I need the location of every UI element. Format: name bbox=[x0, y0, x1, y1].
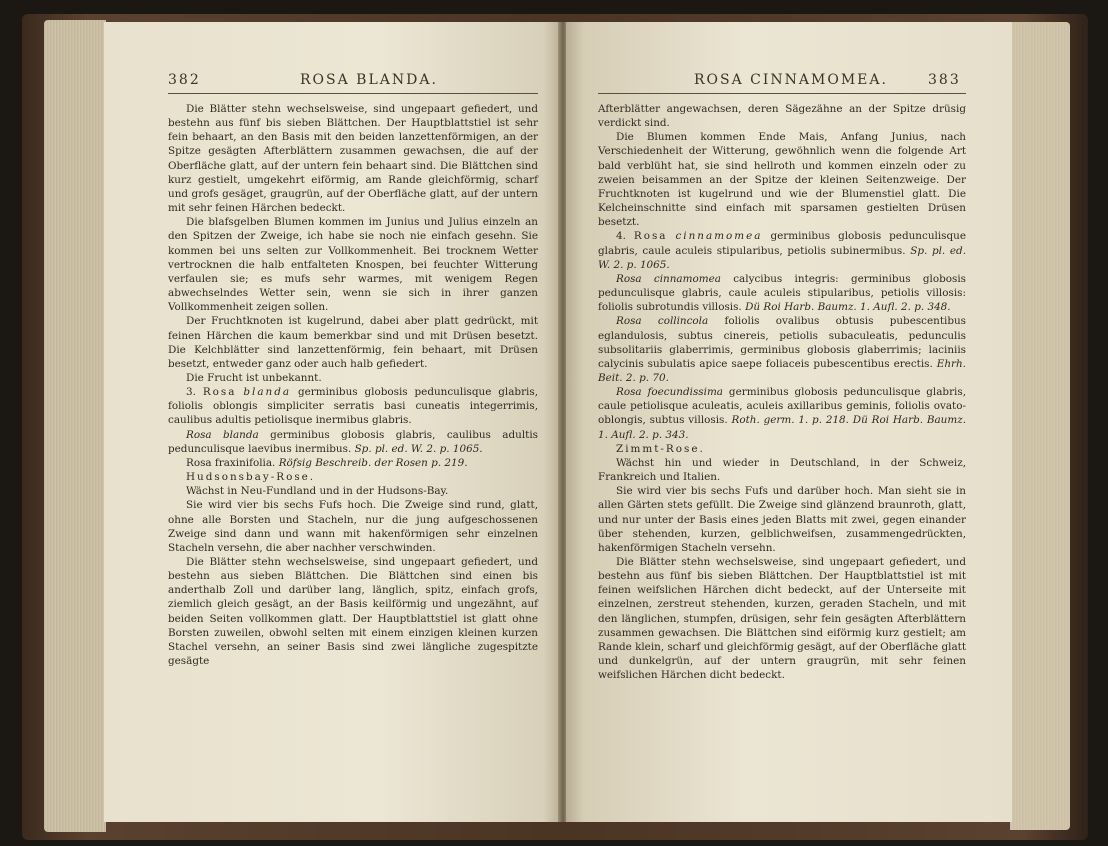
paragraph: Die blafsgelben Blumen kommen im Junius und Julius einzeln an den Spitzen der Zweige, ich habe sie noch nie einfach gesehn. Sie kommen bei uns selten zur Vollkommenheit. Bei trocknem Wetter vertrocknen die halb entfalteten Knospen, bei feuchter Witterung verfaulen sie; es mufs sehr warmes, mit wenigem Regen abwechselndes Wetter sein, wenn sie sich in ihrer ganzen Vollkommenheit zeigen sollen. bbox=[168, 216, 538, 314]
common-name: Zimmt-Rose. bbox=[616, 442, 705, 455]
paragraph: Wächst in Neu-Fundland und in der Hudsons-Bay. bbox=[186, 485, 449, 498]
right-running-head: ROSA CINNAMOMEA. bbox=[694, 72, 888, 88]
species-name: cinnamomea bbox=[675, 230, 763, 243]
synonym: Rosa cinnamomea calycibus integris: germinibus globosis pedunculisque glabris, caule aculeis stipularibus, petiolis villosis: foliolis subrotundis villosis. Dü Roi Harb. Baumz. 1. Aufl. 2. p. 348. bbox=[598, 272, 967, 314]
right-header-rule bbox=[598, 93, 966, 94]
species-diagnosis: germinibus globosis pedunculisque glabris, caule aculeis stipularibus, petiolis subinermibus. bbox=[598, 230, 966, 257]
paragraph: Sie wird vier bis sechs Fufs und darüber hoch. Man sieht sie in allen Gärten stets gefüllt. Die Zweige sind glänzend braunroth, glatt, und nur unter der Basis eines jeden Blatts mit zwei, gegen einander über stehenden, kurzen, gelblichweifsen, zusammengedrückten, hakenförmigen Stacheln versehn. bbox=[598, 485, 966, 554]
paragraph: Die Blätter stehn wechselsweise, sind ungepaart gefiedert, und bestehn aus fünf bis sieben Blättchen. Der Hauptblattstiel ist sehr fein behaart, an den Basis mit den beiden lanzettenförmigen, an der Spitze gesägten Afterblättern zusammen gewachsen, die auf der Oberfläche glatt, auf der untern fein behaart sind. Die Blättchen sind kurz gestielt, umgekehrt eiförmig, am Rande gleichförmig, scharf und grofs gesäget, graugrün, auf der Oberfläche glatt, auf der untern mit sehr feinen Härchen bedeckt. bbox=[168, 103, 538, 215]
species-number: 3. bbox=[186, 386, 196, 399]
synonym: Rosa foecundissima germinibus globosis pedunculisque glabris, caule petiolisque aculeatis, aculeis axillaribus geminis, foliolis ovato-oblongis, subtus villosis. Roth. germ. 1. p. 218. Dü Roi Harb. Baumz. 1. Aufl. 2. p. 343. bbox=[598, 386, 967, 441]
right-page-edges bbox=[1010, 22, 1070, 830]
species-number: 4. bbox=[616, 230, 626, 243]
synonym: Rosa fraxinifolia. Röfsig Beschreib. der Rosen p. 219. bbox=[186, 456, 468, 469]
paragraph: Wächst hin und wieder in Deutschland, in der Schweiz, Frankreich und Italien. bbox=[598, 456, 966, 484]
right-page bbox=[566, 22, 1012, 822]
species-genus: Rosa bbox=[202, 386, 237, 399]
species-genus: Rosa bbox=[633, 230, 668, 243]
common-name: Hudsonsbay-Rose. bbox=[186, 471, 316, 484]
paragraph: Afterblätter angewachsen, deren Sägezähne an der Spitze drüsig verdickt sind. bbox=[598, 103, 966, 130]
paragraph: Die Frucht ist unbekannt. bbox=[186, 371, 322, 384]
species-entry: 4. Rosa cinnamomea germinibus globosis pedunculisque glabris, caule aculeis stipularibus, petiolis subinermibus. Sp. pl. ed. W. 2. p. 1065. bbox=[598, 230, 967, 271]
species-entry bbox=[168, 385, 538, 427]
left-page-edges bbox=[44, 20, 106, 832]
paragraph: Die Blätter stehn wechselsweise, sind ungepaart gefiedert, und bestehn aus sieben Blättchen. Die Blättchen sind einen bis anderthalb Zoll und darüber lang, länglich, spitz, einfach grofs, ziemlich gleich gesägt, an der Basis keilförmig und ungezähnt, auf beiden Seiten vollkommen glatt. Der Hauptblattstiel ist glatt ohne Borsten zuweilen, obwohl selten mit einem einzigen kleinen kurzen Stachel versehn, an seiner Basis sind zwei längliche zugespitzte gesägte bbox=[168, 556, 538, 668]
species-diagnosis: germinibus globosis pedunculisque glabris, foliolis oblongis simpliciter serratis basi cuneatis integerrimis, caulibus adultis petiolisque inermibus glabris. bbox=[168, 386, 538, 427]
paragraph: Der Fruchtknoten ist kugelrund, dabei aber platt gedrückt, mit feinen Härchen die kaum bemerkbar sind und mit Drüsen besetzt. Die Kelchblätter sind lanzettenförmig, fein behaart, mit Drüsen besetzt, entweder ganz oder auch halb gefiedert. bbox=[168, 315, 538, 370]
synonym: Rosa blanda germinibus globosis glabris, caulibus adultis pedunculisque laevibus inermibus. Sp. pl. ed. W. 2. p. 1065. bbox=[168, 428, 538, 455]
left-page bbox=[104, 22, 562, 822]
right-page-number: 383 bbox=[928, 72, 961, 88]
paragraph: Die Blätter stehn wechselsweise, sind ungepaart gefiedert, und bestehn aus fünf bis sieben Blättchen. Der Hauptblattstiel ist mit feinen weifslichen Härchen dicht bedeckt, auf der Unterseite mit einzelnen, zerstreut stehenden, kurzen, geraden Stacheln, und mit den länglichen, stumpfen, drüsigen, sehr fein gesägten Afterblättern zusammen gewachsen. Die Blättchen sind eiförmig kurz gestielt; am Rande klein, scharf und gleichförmig gesägt, auf der Oberfläche glatt und dunkelgrün, auf der untern graugrün, mit sehr feinen weifslichen Härchen dicht bedeckt. bbox=[598, 556, 966, 682]
synonym: Rosa collincola foliolis ovalibus obtusis pubescentibus eglandulosis, subtus cinereis, petiolis subaculeatis, pedunculis subsolitariis glaberrimis, germinibus globosis glaberrimis; laciniis calycinis subulatis apice saepe foliaceis pubescentibus erectis. Ehrh. Beit. 2. p. 70. bbox=[598, 315, 967, 384]
left-text-block bbox=[168, 102, 538, 668]
species-name: blanda bbox=[243, 386, 292, 399]
paragraph: Sie wird vier bis sechs Fufs hoch. Die Zweige sind rund, glatt, ohne alle Borsten und Stacheln, nur die jung aufgeschossenen Zweige sind dann und wann mit hakenförmigen sehr einzelnen Stacheln versehn, die aber nachher verschwinden. bbox=[168, 499, 538, 554]
paragraph: Die Blumen kommen Ende Mais, Anfang Junius, nach Verschiedenheit der Witterung, gewöhnlich wenn die folgende Art bald verblüht hat, sie sind hellroth und kommen einzeln oder zu zweien beisammen an der Spitze der kleinen Seitenzweige. Der Fruchtknoten ist kugelrund und wie der Blumenstiel glatt. Die Kelcheinschnitte sind einfach mit sparsamen gestielten Drüsen besetzt. bbox=[598, 131, 966, 229]
left-running-head: ROSA BLANDA. bbox=[300, 72, 438, 88]
left-header-rule bbox=[168, 93, 538, 94]
right-text-block bbox=[598, 102, 966, 682]
left-page-number: 382 bbox=[168, 72, 201, 88]
